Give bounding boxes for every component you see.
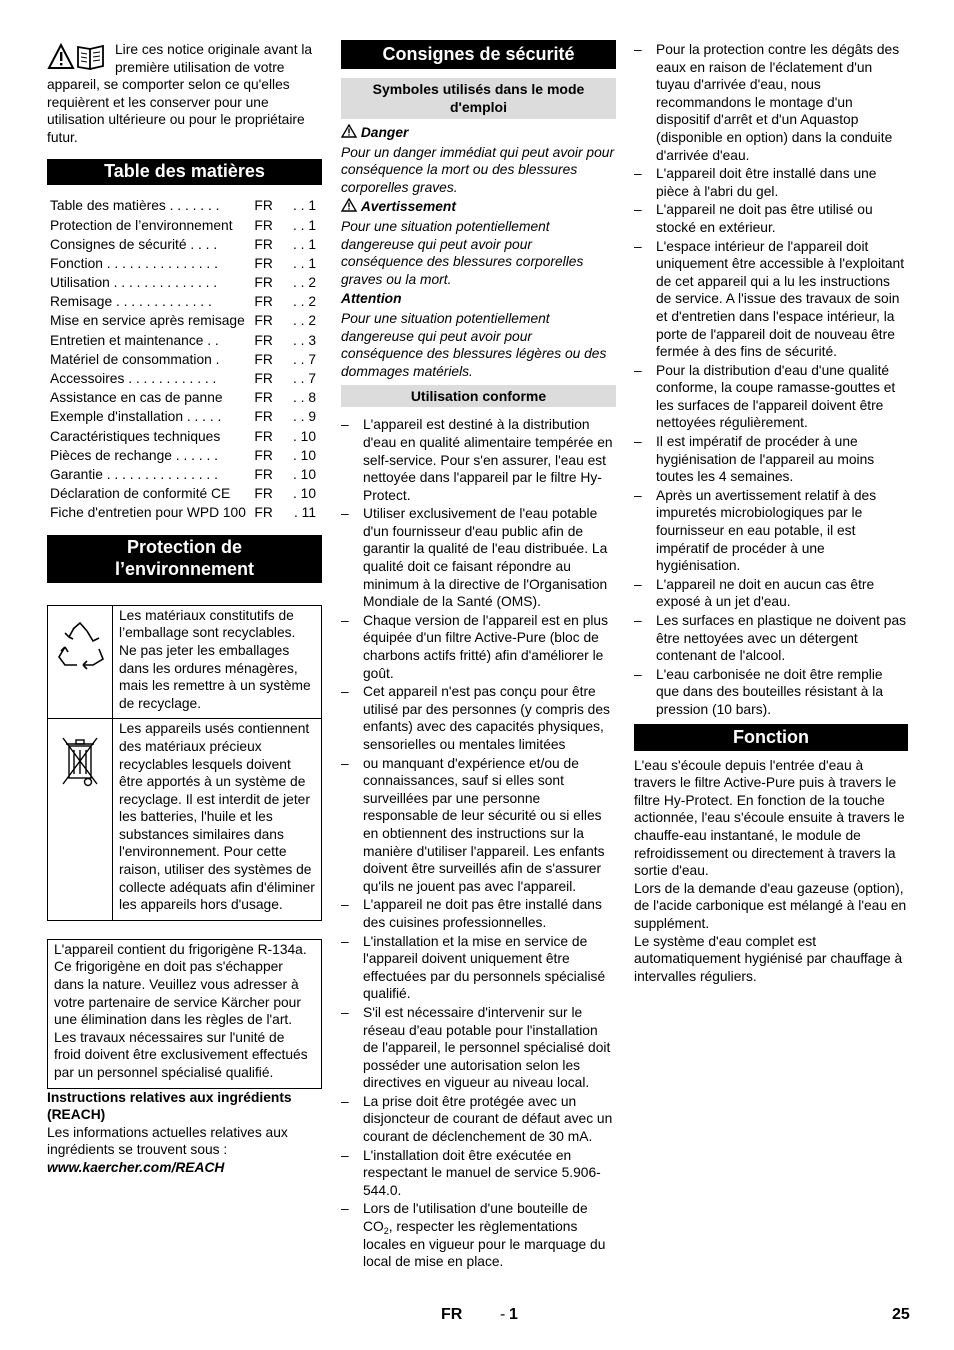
list-item: – L'appareil ne doit pas être installé dans des cuisines professionnelles.: [341, 896, 616, 931]
column-2: [341, 40, 616, 1272]
toc-entry-title: Accessoires . . . . . . . . . . . .: [50, 371, 217, 387]
toc-row[interactable]: [47, 312, 322, 331]
function-p1: L'eau s'écoule depuis l'entrée d'eau à travers le filtre Active-Pure puis à travers le filtre Hy-Protect. En fonction de la touche actionnée, l'eau s'écoule ensuite à travers le chauffe-eau instantané, le module de refroidissement ou directement à travers la sortie d'eau.: [634, 757, 905, 879]
function-p2: Lors de la demande d'eau gazeuse (option), de l'acide carbonique est mélangé à l'eau en supplément.: [634, 880, 907, 931]
toc-entry-page: . . 1: [292, 236, 316, 252]
danger-text: Pour un danger immédiat qui peut avoir pour conséquence la mort ou des blessures corporelles graves.: [341, 144, 615, 195]
toc-entry-lang: FR: [254, 198, 273, 214]
toc-entry-title: Assistance en cas de panne: [50, 390, 223, 406]
recycle-icon: [53, 661, 107, 676]
toc-entry-page: . . 1: [292, 255, 316, 271]
footer-page-number: 25: [892, 1306, 910, 1323]
toc-row[interactable]: [47, 273, 322, 292]
toc-row[interactable]: [47, 197, 322, 216]
intro-text: Lire ces notice originale avant la première utilisation de votre appareil, se comporter selon ce qu'elles requièrent et les conserver pour une utilisation ultérieure ou pour le propriétaire futur.: [47, 42, 313, 145]
recycle-icon-cell: [48, 605, 113, 719]
symbols-heading: Symboles utilisés dans le mode d'emploi: [341, 78, 616, 119]
toc-entry-page: . . 7: [292, 371, 316, 387]
toc-row[interactable]: [47, 427, 322, 446]
toc-entry-lang: FR: [254, 217, 273, 233]
env-table: [47, 605, 322, 921]
intro-block: [47, 41, 322, 147]
reach-text: Les informations actuelles relatives aux ingrédients se trouvent sous :: [47, 1124, 288, 1158]
toc-entry-page: . . 2: [292, 313, 316, 329]
toc-entry-lang: FR: [254, 505, 273, 521]
list-item: – L'installation et la mise en service de l'appareil doivent uniquement être effectuées par du personnels spécialisé qualifié.: [341, 933, 616, 1003]
toc-entry-page: . . 1: [292, 217, 316, 233]
weee-text: Les appareils usés contiennent des matériaux précieux recyclables lesquels doivent être apportés à un système de recyclage. Il est interdit de jeter les batteries, l'huile et les substances similaires dans l'environnement. Pour cette raison, utiliser des systèmes de collecte adéquats afin d'éliminer les appareils hors d'usage.: [113, 719, 322, 921]
list-item: – L'eau carbonisée ne doit être remplie que dans des bouteilles résistant à la pression (10 bars).: [634, 666, 908, 719]
toc-entry-title: Protection de l’environnement: [50, 217, 233, 233]
footer-lang: FR: [441, 1306, 463, 1323]
toc-heading: Table des matières: [47, 159, 322, 185]
list-item: – L'appareil doit être installé dans une pièce à l'abri du gel.: [634, 165, 908, 200]
toc-entry-page: . . 7: [292, 351, 316, 367]
toc-entry-lang: FR: [254, 409, 273, 425]
toc-entry-page: . . 8: [292, 390, 316, 406]
toc-entry-title: Caractéristiques techniques: [50, 428, 221, 444]
toc-entry-lang: FR: [254, 332, 273, 348]
toc-entry-lang: FR: [254, 255, 273, 271]
column-3: [634, 40, 908, 985]
toc-entry-page: . 10: [292, 466, 316, 482]
toc-entry-title: Table des matières . . . . . . .: [50, 198, 220, 214]
toc-entry-title: Déclaration de conformité CE: [50, 486, 231, 502]
toc-row[interactable]: [47, 369, 322, 388]
danger-label-row: [341, 124, 616, 142]
toc-entry-page: . . 2: [292, 275, 316, 291]
toc-entry-lang: FR: [254, 236, 273, 252]
list-item: – Lors de l'utilisation d'une bouteille de $CO_2$, respecter les règlementations locales en vigueur pour le marquage du local de mise en place.: [341, 1200, 616, 1270]
list-item: – Après un avertissement relatif à des impuretés microbiologiques par le fournisseur en eau potable, il est impératif de procéder à une hygiénisation.: [634, 487, 908, 575]
env-heading: Protection de l’environnement: [47, 535, 322, 583]
toc-entry-title: Exemple d'installation . . . . .: [50, 409, 222, 425]
warning-manual-icon: [47, 43, 107, 76]
list-item: – Utiliser exclusivement de l'eau potable d'un fournisseur d'eau public afin de garantir la qualité de l'eau distribuée. La qualité doit ce faisant répondre au minimum à la directive de l'Organisation Mondiale de la Santé (OMS).: [341, 505, 616, 611]
toc-row[interactable]: [47, 254, 322, 273]
toc-table: [47, 197, 322, 523]
footer-page-local: 1: [509, 1306, 518, 1323]
crossed-bin-icon: [60, 780, 100, 795]
list-item: – L'espace intérieur de l'appareil doit uniquement être accessible à l'exploitant de cet appareil qui a lu les instructions de service. A l'issue des travaux de soin et d'entretien dans l'espace intérieur, la porte de l'appareil doit de nouveau être fermée à des fins de sécurité.: [634, 238, 908, 361]
toc-entry-page: . 10: [292, 486, 316, 502]
toc-entry-lang: FR: [254, 447, 273, 463]
list-item: – L'installation doit être exécutée en respectant le manuel de service 5.906-544.0.: [341, 1147, 616, 1200]
toc-row[interactable]: [47, 235, 322, 254]
danger-warning-icon: [341, 125, 361, 140]
caution-text: Pour une situation potentiellement dangereuse qui peut avoir pour conséquence des blessures légères ou des dommages matériels.: [341, 310, 607, 379]
toc-row[interactable]: [47, 504, 322, 523]
toc-entry-page: . . 2: [292, 294, 316, 310]
toc-entry-lang: FR: [254, 313, 273, 329]
list-item: – S'il est nécessaire d'intervenir sur le réseau d'eau potable pour l'installation de l'appareil, le personnel spécialisé doit posséder une autorisation selon les directives en vigueur au niveau local.: [341, 1004, 616, 1092]
list-item: – Chaque version de l'appareil est en plus équipée d'un filtre Active-Pure (bloc de charbons actifs fritté) afin d'améliorer le goût.: [341, 612, 616, 682]
list-item: – L'appareil ne doit en aucun cas être exposé à un jet d'eau.: [634, 576, 908, 611]
toc-entry-lang: FR: [254, 275, 273, 291]
list-item: – L'appareil est destiné à la distribution d'eau en qualité alimentaire tempérée en self-service. Pour s'en assurer, l'eau est nettoyée dans l'appareil par le filtre Hy-Protect.: [341, 416, 616, 504]
list-item: – ou manquant d'expérience et/ou de connaissances, sauf si elles sont surveillées par une personne responsable de leur sécurité ou si elles en obtiennent des instructions sur la manière d'utiliser l'appareil. Les enfants doivent être surveillés afin de s'assurer qu'ils ne jouent pas avec l'appareil.: [341, 755, 616, 896]
safety-list-continued: [634, 41, 908, 719]
warning-triangle-icon: [341, 199, 361, 214]
reach-link[interactable]: www.kaercher.com/REACH: [47, 1159, 225, 1175]
function-p3: Le système d'eau complet est automatiquement hygiénisé par chauffage à intervalles réguliers.: [634, 933, 903, 984]
toc-entry-page: . 11: [294, 505, 316, 521]
toc-row[interactable]: [47, 484, 322, 503]
toc-entry-lang: FR: [254, 371, 273, 387]
toc-entry-title: Consignes de sécurité . . . .: [50, 236, 218, 252]
toc-row[interactable]: [47, 408, 322, 427]
function-heading: Fonction: [634, 724, 908, 751]
list-item: – La prise doit être protégée avec un disjoncteur de courant de défaut avec un courant de déclenchement de 30 mA.: [341, 1093, 616, 1146]
refrigerant-box: [47, 939, 322, 1089]
toc-entry-page: . . 1: [292, 198, 316, 214]
toc-row[interactable]: [47, 465, 322, 484]
toc-entry-title: Utilisation . . . . . . . . . . . . . .: [50, 275, 218, 291]
toc-entry-title: Garantie . . . . . . . . . . . . . . .: [50, 466, 218, 482]
list-item: – Il est impératif de procéder à une hygiénisation de l'appareil au moins toutes les 4 semaines.: [634, 433, 908, 486]
toc-entry-lang: FR: [254, 351, 273, 367]
toc-entry-page: . . 3: [292, 332, 316, 348]
toc-entry-title: Matériel de consommation .: [50, 351, 220, 367]
toc-entry-page: . 10: [292, 428, 316, 444]
intended-use-list: [341, 416, 616, 1199]
toc-entry-lang: FR: [254, 428, 273, 444]
toc-entry-lang: FR: [254, 466, 273, 482]
toc-entry-page: . 10: [292, 447, 316, 463]
toc-entry-page: . . 9: [292, 409, 316, 425]
danger-label: Danger: [360, 125, 409, 140]
toc-entry-title: Pièces de rechange . . . . . .: [50, 447, 218, 463]
toc-row[interactable]: [47, 331, 322, 350]
weee-icon-cell: [48, 719, 113, 921]
co2-list: [341, 1200, 616, 1270]
caution-label: Attention: [341, 291, 402, 307]
toc-entry-lang: FR: [254, 390, 273, 406]
toc-entry-title: Mise en service après remisage: [50, 313, 245, 329]
toc-entry-title: Fonction . . . . . . . . . . . . . . .: [50, 255, 218, 271]
intended-use-heading: Utilisation conforme: [341, 385, 616, 407]
warning-label-row: [341, 198, 616, 216]
footer-sep: -: [500, 1306, 506, 1323]
toc-entry-title: Entretien et maintenance . .: [50, 332, 219, 348]
toc-entry-lang: FR: [254, 486, 273, 502]
list-item: – Pour la distribution d'eau d'une qualité conforme, la coupe ramasse-gouttes et les surfaces de l'appareil doivent être nettoyées régulièrement.: [634, 362, 908, 432]
column-1: [47, 40, 322, 1177]
toc-entry-title: Fiche d'entretien pour WPD 100: [50, 505, 246, 521]
toc-row[interactable]: [47, 216, 322, 235]
reach-heading: Instructions relatives aux ingrédients (REACH): [47, 1089, 292, 1123]
list-item: – Pour la protection contre les dégâts des eaux en raison de l'éclatement d'un tuyau d'arrivée d'eau, nous recommandons le montage d'un dispositif d'arrêt et d'un Aquastop (disponible en option) dans la conduite d'arrivée d'eau.: [634, 41, 908, 164]
safety-heading: Consignes de sécurité: [341, 40, 616, 69]
warning-label: Avertissement: [360, 199, 456, 215]
toc-entry-title: Remisage . . . . . . . . . . . . .: [50, 294, 212, 310]
list-item: – L'appareil ne doit pas être utilisé ou stocké en extérieur.: [634, 201, 908, 236]
list-item: – Les surfaces en plastique ne doivent pas être nettoyées avec un détergent contenant de l'alcool.: [634, 612, 908, 665]
toc-row[interactable]: [47, 350, 322, 369]
toc-row[interactable]: [47, 446, 322, 465]
refrigerant-text: L'appareil contient du frigorigène R-134a. Ce frigorigène en doit pas s'échapper dans la nature. Veuillez vous adresser à votre partenaire de service Kärcher pour une élimination dans les règles de l'art. Les travaux nécessaires sur l'unité de froid doivent être exclusivement effectués par un personnel spécialisé qualifié.: [54, 941, 308, 1080]
toc-row[interactable]: [47, 388, 322, 407]
recycle-text: Les matériaux constitutifs de l’emballage sont recyclables. Ne pas jeter les emballages dans les ordures ménagères, mais les remettre à un système de recyclage.: [113, 605, 322, 719]
toc-row[interactable]: [47, 293, 322, 312]
list-item: – Cet appareil n'est pas conçu pour être utilisé par des personnes (y compris des enfants) avec des capacités physiques, sensorielles ou mentales limitées: [341, 683, 616, 753]
toc-entry-lang: FR: [254, 294, 273, 310]
warning-text: Pour une situation potentiellement dangereuse qui peut avoir pour conséquence des blessures corporelles graves ou la mort.: [341, 218, 584, 287]
